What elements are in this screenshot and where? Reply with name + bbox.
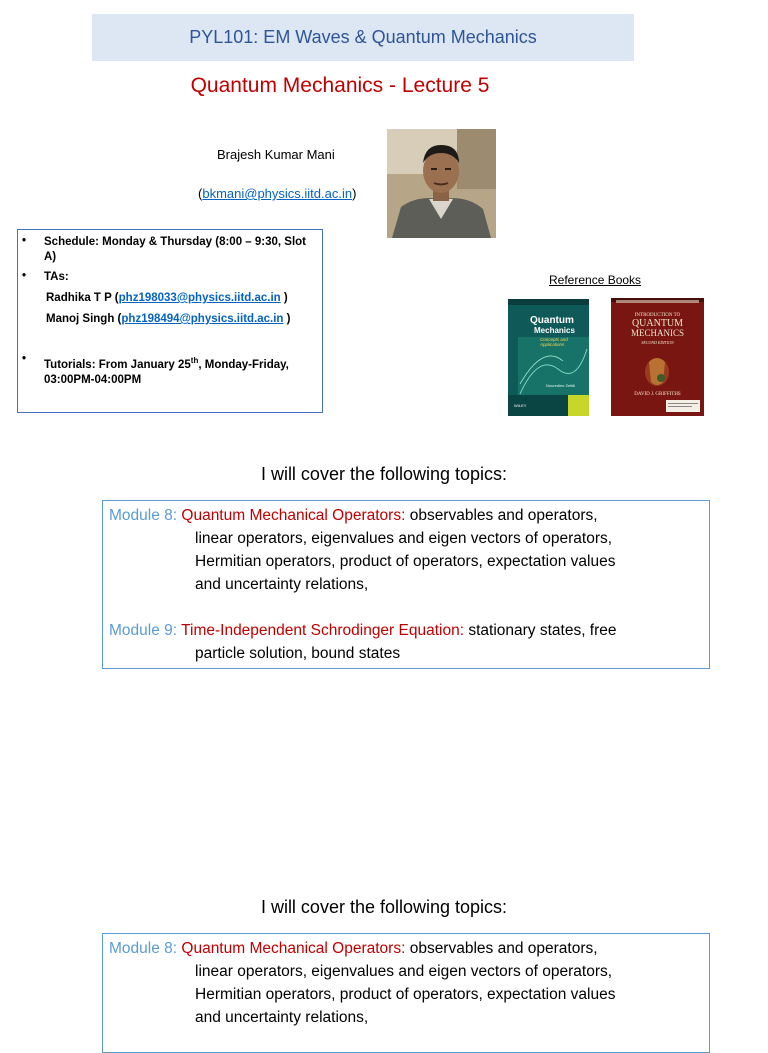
author-email-line: (bkmani@physics.iitd.ac.in) xyxy=(198,186,357,201)
lecture-title: Quantum Mechanics - Lecture 5 xyxy=(190,74,490,97)
module-box-repeat xyxy=(102,933,710,1053)
module-8-label: Module 8: xyxy=(109,507,182,524)
svg-text:DAVID J. GRIFFITHS: DAVID J. GRIFFITHS xyxy=(634,392,681,397)
svg-text:Concepts and: Concepts and xyxy=(540,337,568,342)
module-9-title: Time-Independent Schrodinger Equation: xyxy=(181,622,465,639)
person-photo xyxy=(387,129,496,238)
svg-text:Applications: Applications xyxy=(540,342,565,347)
module-box xyxy=(102,500,710,669)
author-email-link[interactable]: bkmani@physics.iitd.ac.in xyxy=(202,186,353,201)
module-9: Module 9: Time-Independent Schrodinger Equation: stationary states, free particle solution, bound states xyxy=(109,622,617,662)
ta1-email-link[interactable]: phz198033@physics.iitd.ac.in xyxy=(118,292,281,304)
svg-text:SECOND EDITION: SECOND EDITION xyxy=(641,340,674,345)
book-cover-griffiths xyxy=(611,298,704,416)
svg-text:Mechanics: Mechanics xyxy=(534,326,575,335)
course-info-box: • Schedule: Monday & Thursday (8:00 – 9:30, Slot A) • TAs: Radhika T P (phz198033@physics.iitd.ac.in ) Manoj Singh (phz198494@physics.iitd.ac.in ) • Tutorials: From January 25th, Monday-Friday, 03:00PM-04:00PM xyxy=(17,229,323,413)
tas-label: TAs: xyxy=(44,271,69,283)
schedule-text: Schedule: Monday & Thursday (8:00 – 9:30, Slot A) xyxy=(44,236,307,263)
book-cover-zettili-icon xyxy=(508,299,589,416)
svg-text:WILEY: WILEY xyxy=(514,403,527,408)
course-title: PYL101: EM Waves & Quantum Mechanics xyxy=(189,27,537,47)
svg-text:MECHANICS: MECHANICS xyxy=(630,328,685,338)
ta2-email-link[interactable]: phz198494@physics.iitd.ac.in xyxy=(121,313,284,325)
author-name: Brajesh Kumar Mani xyxy=(217,147,335,162)
tutorials-text: Tutorials: From January 25th, Monday-Friday, 03:00PM-04:00PM xyxy=(44,356,289,386)
svg-text:INTRODUCTION TO: INTRODUCTION TO xyxy=(634,313,681,318)
svg-text:Quantum: Quantum xyxy=(530,315,574,326)
module-8: Module 8: Quantum Mechanical Operators: observables and operators, linear operators, eigenvalues and eigen vectors of operators, Hermitian operators, product of operators, expectation values and uncertainty relations, xyxy=(109,507,616,593)
book-cover-griffiths-icon xyxy=(611,298,704,416)
topics-heading-repeat: I will cover the following topics: xyxy=(260,897,508,917)
module-9-label: Module 9: xyxy=(109,622,182,639)
svg-text:Nouredine Zettili: Nouredine Zettili xyxy=(546,383,576,388)
topics-heading: I will cover the following topics: xyxy=(260,464,508,484)
person-photo-icon xyxy=(387,129,496,238)
reference-books-title: Reference Books xyxy=(549,273,642,287)
course-banner xyxy=(92,14,634,61)
svg-text:QUANTUM: QUANTUM xyxy=(631,318,684,329)
module-8-title: Quantum Mechanical Operators: xyxy=(181,507,406,524)
book-cover-zettili xyxy=(508,299,589,416)
module-8-repeat: Module 8: Quantum Mechanical Operators: observables and operators, linear operators, eigenvalues and eigen vectors of operators, Hermitian operators, product of operators, expectation values and uncertainty relations, xyxy=(109,940,616,1026)
